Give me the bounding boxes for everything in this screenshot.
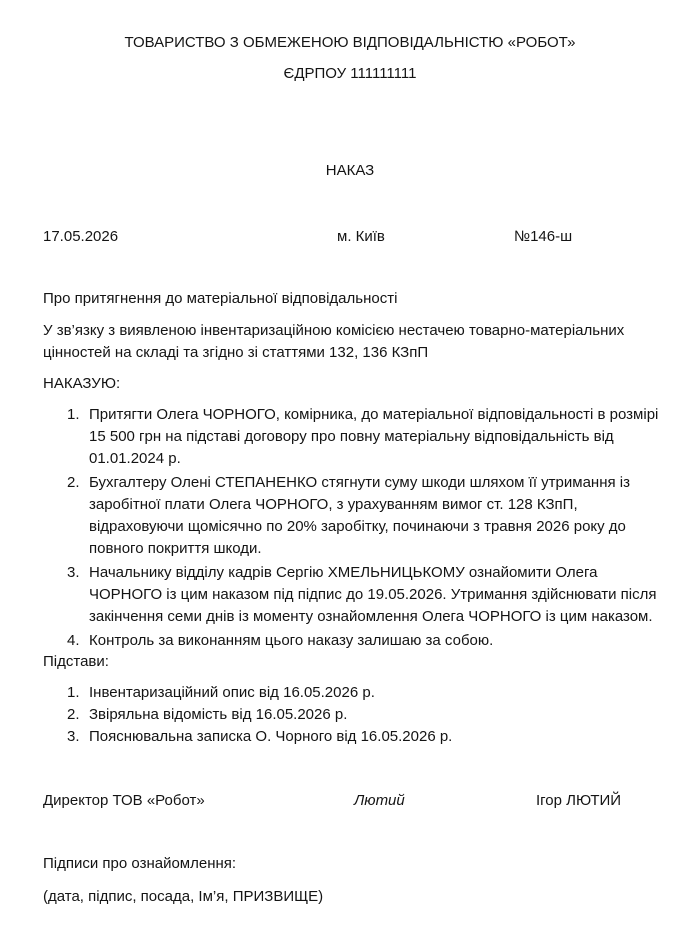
ground-item-number: 3. <box>67 728 80 745</box>
edrpou-code: ЄДРПОУ 111111111 <box>283 65 417 82</box>
order-word: НАКАЗУЮ: <box>43 375 121 392</box>
signature: Лютий <box>354 792 405 809</box>
order-item-number: 2. <box>67 474 80 491</box>
order-item-number: 4. <box>67 632 80 649</box>
ground-item <box>43 682 663 704</box>
order-item <box>43 630 673 652</box>
order-item-text: Бухгалтеру Олені СТЕПАНЕНКО стягнути суму шкоди шляхом її утримання із заробітної плати Олега ЧОРНОГО, з урахуванням вимог ст. 128 КЗпП, відраховуючи щомісячно по 20% заробітку, починаючи з травня 2026 року до повного покриття шкоди. <box>89 474 630 557</box>
document-type-title: НАКАЗ <box>325 162 375 179</box>
company-name: ТОВАРИСТВО З ОБМЕЖЕНОЮ ВІДПОВІДАЛЬНІСТЮ «РОБОТ» <box>124 34 576 51</box>
ground-item-number: 2. <box>67 706 80 723</box>
order-item <box>43 562 673 628</box>
ground-item-text: Звіряльна відомість від 16.05.2026 р. <box>89 706 348 723</box>
ground-item-text: Пояснювальна записка О. Чорного від 16.05.2026 р. <box>89 728 453 745</box>
order-item-text: Контроль за виконанням цього наказу залишаю за собою. <box>89 632 494 649</box>
ground-item <box>43 726 663 748</box>
order-item-number: 1. <box>67 406 80 423</box>
order-item <box>43 404 673 470</box>
order-item-text: Притягти Олега ЧОРНОГО, комірника, до матеріальної відповідальності в розмірі 15 500 грн на підставі договору про повну матеріальну відповідальність від 01.01.2024 р. <box>89 406 659 467</box>
order-number: №146-ш <box>514 228 573 245</box>
signer-position: Директор ТОВ «Робот» <box>43 792 205 809</box>
acquaintance-hint: (дата, підпис, посада, Ім’я, ПРИЗВИЩЕ) <box>43 888 324 905</box>
order-item <box>43 472 673 560</box>
order-preamble: У зв’язку з виявленою інвентаризаційною комісією нестачею товарно-матеріальних цінностей на складі та згідно зі статтями 132, 136 КЗпП <box>43 322 625 361</box>
grounds-label: Підстави: <box>43 653 109 670</box>
orders-list <box>43 404 673 652</box>
ground-item <box>43 704 663 726</box>
order-city: м. Київ <box>337 228 385 245</box>
order-date: 17.05.2026 <box>43 228 119 245</box>
acquaintance-label: Підписи про ознайомлення: <box>43 855 237 872</box>
order-item-text: Начальнику відділу кадрів Сергію ХМЕЛЬНИЦЬКОМУ ознайомити Олега ЧОРНОГО із цим наказом під підпис до 19.05.2026. Утримання здійснювати після закінчення семи днів із моменту ознайомлення Олега ЧОРНОГО із цим наказом. <box>89 564 657 625</box>
order-subject: Про притягнення до матеріальної відповідальності <box>43 290 398 307</box>
ground-item-text: Інвентаризаційний опис від 16.05.2026 р. <box>89 684 375 701</box>
order-item-number: 3. <box>67 564 80 581</box>
signer-name: Ігор ЛЮТИЙ <box>536 792 622 809</box>
grounds-list <box>43 682 663 748</box>
ground-item-number: 1. <box>67 684 80 701</box>
